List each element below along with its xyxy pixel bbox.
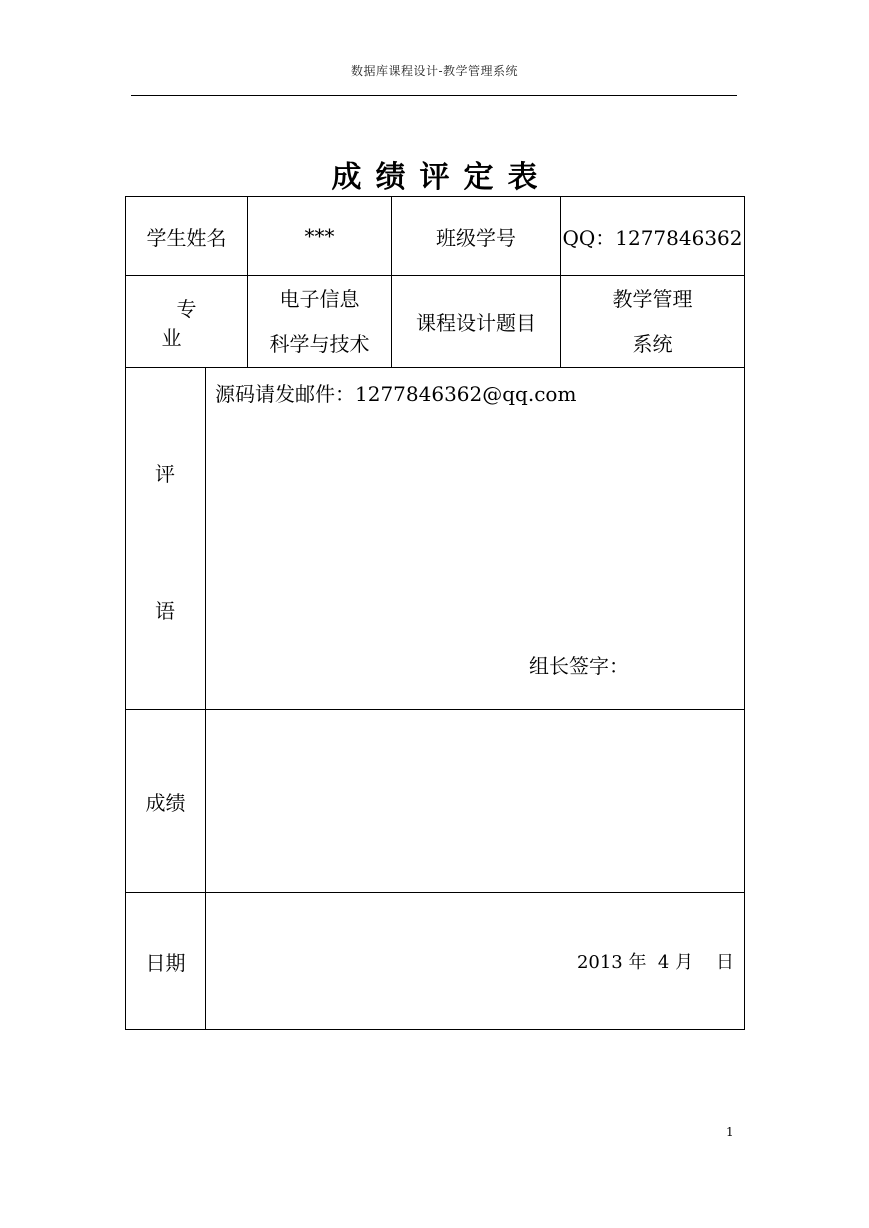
topic-value xyxy=(561,276,745,368)
table-row xyxy=(126,710,745,893)
topic-value-line1: 教学管理 xyxy=(612,286,693,311)
comments-field[interactable] xyxy=(206,368,745,710)
page-number: 1 xyxy=(726,1125,734,1139)
major-label-cell xyxy=(126,276,248,368)
running-header: 数据库课程设计-教学管理系统 xyxy=(350,64,519,78)
comments-label xyxy=(126,368,206,710)
major-value xyxy=(248,276,392,368)
comments-label-char2: 语 xyxy=(155,599,175,623)
major-label: 专业 xyxy=(161,296,227,350)
topic-value-line2: 系统 xyxy=(632,331,673,356)
grade-field[interactable] xyxy=(206,710,745,893)
class-id-value: QQ：1277846362 xyxy=(561,197,745,276)
major-value-line1: 电子信息 xyxy=(279,286,360,311)
grade-label: 成绩 xyxy=(126,710,206,893)
table-row xyxy=(126,893,745,1030)
date-label: 日期 xyxy=(126,893,206,1030)
major-value-line2: 科学与技术 xyxy=(269,331,370,356)
table-row xyxy=(126,368,745,710)
comments-label-char1: 评 xyxy=(155,462,175,486)
header-rule xyxy=(131,95,737,96)
topic-label: 课程设计题目 xyxy=(392,276,561,368)
document-title: 成绩评定表 xyxy=(331,160,552,195)
student-name-value: *** xyxy=(248,197,392,276)
student-name-label: 学生姓名 xyxy=(126,197,248,276)
date-field[interactable]: 2013 年 4 月 日 xyxy=(206,893,745,1030)
grade-evaluation-table xyxy=(125,196,745,1030)
class-id-label: 班级学号 xyxy=(392,197,561,276)
table-row xyxy=(126,197,745,276)
group-leader-signature-label: 组长签字： xyxy=(529,654,629,678)
table-row xyxy=(126,276,745,368)
comments-text: 源码请发邮件：1277846362@qq.com xyxy=(215,382,577,406)
